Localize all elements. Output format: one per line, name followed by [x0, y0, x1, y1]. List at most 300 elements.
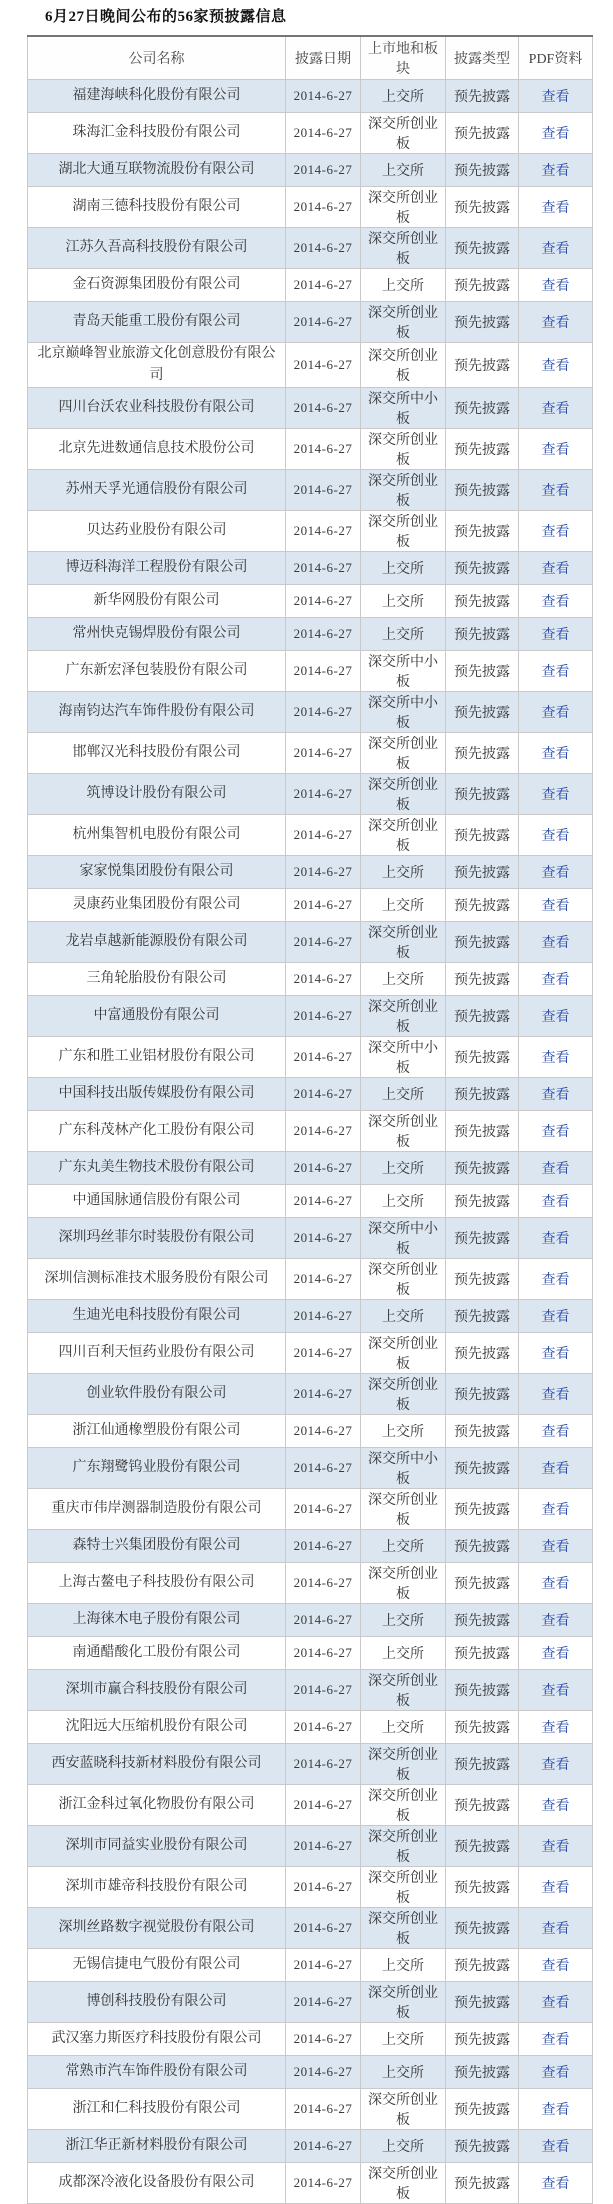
view-pdf-link[interactable]: 查看 — [541, 1614, 570, 1629]
disclosure-date-cell: 2014-6-27 — [286, 1300, 361, 1333]
disclosure-type-cell: 预先披露 — [446, 996, 519, 1037]
company-name-cell: 杭州集智机电股份有限公司 — [28, 815, 286, 856]
view-pdf-link[interactable]: 查看 — [541, 1881, 570, 1896]
table-row — [28, 618, 593, 651]
disclosure-type-cell: 预先披露 — [446, 552, 519, 585]
company-name-cell: 青岛天能重工股份有限公司 — [28, 302, 286, 343]
company-name-cell: 生迪光电科技股份有限公司 — [28, 1300, 286, 1333]
company-name-cell: 新华网股份有限公司 — [28, 585, 286, 618]
disclosure-type-cell: 预先披露 — [446, 1949, 519, 1982]
table-row — [28, 1448, 593, 1489]
page-title: 6月27日晚间公布的56家预披露信息 — [45, 9, 287, 25]
company-name-cell: 三角轮胎股份有限公司 — [28, 963, 286, 996]
company-name-cell: 邯郸汉光科技股份有限公司 — [28, 733, 286, 774]
listing-board-cell: 深交所创业板 — [361, 1982, 446, 2023]
view-pdf-link[interactable]: 查看 — [541, 1232, 570, 1247]
disclosure-date-cell: 2014-6-27 — [286, 552, 361, 585]
listing-board-cell: 深交所创业板 — [361, 187, 446, 228]
company-name-cell: 金石资源集团股份有限公司 — [28, 269, 286, 302]
pdf-cell — [519, 733, 593, 774]
company-name-cell: 福建海峡科化股份有限公司 — [28, 80, 286, 113]
table-row — [28, 1826, 593, 1867]
disclosure-type-cell: 预先披露 — [446, 228, 519, 269]
disclosure-type-cell: 预先披露 — [446, 1448, 519, 1489]
table-row — [28, 856, 593, 889]
disclosure-date-cell: 2014-6-27 — [286, 922, 361, 963]
view-pdf-link[interactable]: 查看 — [541, 1125, 570, 1140]
view-pdf-link[interactable]: 查看 — [541, 1840, 570, 1855]
listing-board-cell: 深交所创业板 — [361, 470, 446, 511]
disclosure-date-cell: 2014-6-27 — [286, 1218, 361, 1259]
view-pdf-link[interactable]: 查看 — [541, 1347, 570, 1362]
disclosure-type-cell: 预先披露 — [446, 388, 519, 429]
listing-board-cell: 上交所 — [361, 154, 446, 187]
pdf-cell — [519, 187, 593, 228]
view-pdf-link[interactable]: 查看 — [541, 127, 570, 142]
view-pdf-link[interactable]: 查看 — [541, 1162, 570, 1177]
disclosure-type-cell: 预先披露 — [446, 187, 519, 228]
view-pdf-link[interactable]: 查看 — [541, 1959, 570, 1974]
view-pdf-link[interactable]: 查看 — [541, 402, 570, 417]
table-row — [28, 889, 593, 922]
company-name-cell: 重庆市伟岸测器制造股份有限公司 — [28, 1489, 286, 1530]
disclosure-date-cell: 2014-6-27 — [286, 856, 361, 889]
disclosure-date-cell: 2014-6-27 — [286, 1489, 361, 1530]
disclosure-type-cell: 预先披露 — [446, 429, 519, 470]
pdf-cell — [519, 470, 593, 511]
listing-board-cell: 深交所创业板 — [361, 429, 446, 470]
view-pdf-link[interactable]: 查看 — [541, 1462, 570, 1477]
pdf-cell — [519, 651, 593, 692]
listing-board-cell: 深交所中小板 — [361, 1218, 446, 1259]
pdf-cell — [519, 1670, 593, 1711]
listing-board-cell: 上交所 — [361, 585, 446, 618]
listing-board-cell: 深交所创业板 — [361, 1867, 446, 1908]
pdf-cell — [519, 1259, 593, 1300]
pdf-cell — [519, 1637, 593, 1670]
company-name-cell: 森特士兴集团股份有限公司 — [28, 1530, 286, 1563]
table-row — [28, 511, 593, 552]
company-name-cell: 上海古鳌电子科技股份有限公司 — [28, 1563, 286, 1604]
disclosure-type-cell: 预先披露 — [446, 2089, 519, 2130]
table-header-row — [28, 36, 593, 80]
disclosure-type-cell: 预先披露 — [446, 302, 519, 343]
pdf-cell — [519, 1415, 593, 1448]
view-pdf-link[interactable]: 查看 — [541, 2177, 570, 2192]
view-pdf-link[interactable]: 查看 — [541, 1647, 570, 1662]
pdf-cell — [519, 996, 593, 1037]
disclosure-date-cell: 2014-6-27 — [286, 585, 361, 618]
disclosure-type-cell: 预先披露 — [446, 154, 519, 187]
disclosure-date-cell: 2014-6-27 — [286, 1982, 361, 2023]
disclosure-type-cell: 预先披露 — [446, 733, 519, 774]
view-pdf-link[interactable]: 查看 — [541, 829, 570, 844]
table-row — [28, 228, 593, 269]
pdf-cell — [519, 1489, 593, 1530]
disclosure-type-cell: 预先披露 — [446, 815, 519, 856]
company-name-cell: 四川台沃农业科技股份有限公司 — [28, 388, 286, 429]
listing-board-cell: 深交所创业板 — [361, 1670, 446, 1711]
disclosure-type-cell: 预先披露 — [446, 269, 519, 302]
listing-board-cell: 上交所 — [361, 889, 446, 922]
pdf-cell — [519, 1711, 593, 1744]
disclosure-date-cell: 2014-6-27 — [286, 1530, 361, 1563]
listing-board-cell: 深交所创业板 — [361, 1259, 446, 1300]
listing-board-cell: 深交所创业板 — [361, 113, 446, 154]
pdf-cell — [519, 1908, 593, 1949]
disclosure-date-cell: 2014-6-27 — [286, 889, 361, 922]
listing-board-cell: 深交所创业板 — [361, 733, 446, 774]
company-name-cell: 上海徕木电子股份有限公司 — [28, 1604, 286, 1637]
company-name-cell: 浙江华正新材料股份有限公司 — [28, 2130, 286, 2163]
listing-board-cell: 上交所 — [361, 856, 446, 889]
view-pdf-link[interactable]: 查看 — [541, 1721, 570, 1736]
disclosure-date-cell: 2014-6-27 — [286, 963, 361, 996]
disclosure-date-cell: 2014-6-27 — [286, 692, 361, 733]
table-row — [28, 113, 593, 154]
view-pdf-link[interactable]: 查看 — [541, 2103, 570, 2118]
pdf-cell — [519, 1037, 593, 1078]
company-name-cell: 珠海汇金科技股份有限公司 — [28, 113, 286, 154]
view-pdf-link[interactable]: 查看 — [541, 279, 570, 294]
pdf-cell — [519, 511, 593, 552]
table-row — [28, 343, 593, 388]
pdf-cell — [519, 429, 593, 470]
pdf-cell — [519, 922, 593, 963]
view-pdf-link[interactable]: 查看 — [541, 665, 570, 680]
table-row — [28, 815, 593, 856]
disclosure-date-cell: 2014-6-27 — [286, 470, 361, 511]
disclosure-date-cell: 2014-6-27 — [286, 2089, 361, 2130]
disclosure-date-cell: 2014-6-27 — [286, 343, 361, 388]
company-name-cell: 北京先进数通信息技术股份公司 — [28, 429, 286, 470]
company-name-cell: 常州快克锡焊股份有限公司 — [28, 618, 286, 651]
company-name-cell: 湖北大通互联物流股份有限公司 — [28, 154, 286, 187]
disclosure-date-cell: 2014-6-27 — [286, 1415, 361, 1448]
pdf-cell — [519, 1949, 593, 1982]
company-name-cell: 深圳丝路数字视觉股份有限公司 — [28, 1908, 286, 1949]
pdf-cell — [519, 963, 593, 996]
pdf-cell — [519, 388, 593, 429]
view-pdf-link[interactable]: 查看 — [541, 164, 570, 179]
listing-board-cell: 上交所 — [361, 269, 446, 302]
pdf-cell — [519, 1185, 593, 1218]
view-pdf-link[interactable]: 查看 — [541, 973, 570, 988]
disclosure-type-cell: 预先披露 — [446, 1489, 519, 1530]
view-pdf-link[interactable]: 查看 — [541, 201, 570, 216]
disclosure-type-cell: 预先披露 — [446, 1637, 519, 1670]
company-name-cell: 贝达药业股份有限公司 — [28, 511, 286, 552]
listing-board-cell: 深交所创业板 — [361, 343, 446, 388]
listing-board-cell: 上交所 — [361, 1604, 446, 1637]
pdf-cell — [519, 1218, 593, 1259]
listing-board-cell: 上交所 — [361, 1300, 446, 1333]
pdf-cell — [519, 1152, 593, 1185]
view-pdf-link[interactable]: 查看 — [541, 316, 570, 331]
table-row — [28, 996, 593, 1037]
disclosure-type-cell: 预先披露 — [446, 511, 519, 552]
disclosure-date-cell: 2014-6-27 — [286, 815, 361, 856]
view-pdf-link[interactable]: 查看 — [541, 2140, 570, 2155]
disclosure-type-cell: 预先披露 — [446, 1908, 519, 1949]
column-header-company: 公司名称 — [28, 36, 286, 80]
listing-board-cell: 上交所 — [361, 1152, 446, 1185]
table-row — [28, 429, 593, 470]
table-row — [28, 187, 593, 228]
listing-board-cell: 上交所 — [361, 618, 446, 651]
listing-board-cell: 上交所 — [361, 1711, 446, 1744]
disclosure-type-cell: 预先披露 — [446, 1300, 519, 1333]
table-row — [28, 80, 593, 113]
pdf-cell — [519, 269, 593, 302]
disclosure-date-cell: 2014-6-27 — [286, 80, 361, 113]
view-pdf-link[interactable]: 查看 — [541, 1758, 570, 1773]
table-row — [28, 1152, 593, 1185]
disclosure-date-cell: 2014-6-27 — [286, 269, 361, 302]
pdf-cell — [519, 1111, 593, 1152]
table-row — [28, 1111, 593, 1152]
view-pdf-link[interactable]: 查看 — [541, 1088, 570, 1103]
pdf-cell — [519, 1300, 593, 1333]
pdf-cell — [519, 228, 593, 269]
view-pdf-link[interactable]: 查看 — [541, 936, 570, 951]
table-row — [28, 302, 593, 343]
disclosure-type-cell: 预先披露 — [446, 2023, 519, 2056]
table-row — [28, 2023, 593, 2056]
disclosure-type-cell: 预先披露 — [446, 618, 519, 651]
view-pdf-link[interactable]: 查看 — [541, 1051, 570, 1066]
table-row — [28, 922, 593, 963]
table-row — [28, 1711, 593, 1744]
listing-board-cell: 深交所创业板 — [361, 774, 446, 815]
disclosure-date-cell: 2014-6-27 — [286, 1259, 361, 1300]
listing-board-cell: 上交所 — [361, 1185, 446, 1218]
view-pdf-link[interactable]: 查看 — [541, 562, 570, 577]
table-row — [28, 692, 593, 733]
disclosure-type-cell: 预先披露 — [446, 1111, 519, 1152]
disclosure-date-cell: 2014-6-27 — [286, 2163, 361, 2204]
pdf-cell — [519, 1078, 593, 1111]
view-pdf-link[interactable]: 查看 — [541, 525, 570, 540]
view-pdf-link[interactable]: 查看 — [541, 1684, 570, 1699]
view-pdf-link[interactable]: 查看 — [541, 1195, 570, 1210]
table-row — [28, 552, 593, 585]
company-name-cell: 深圳市赢合科技股份有限公司 — [28, 1670, 286, 1711]
listing-board-cell: 上交所 — [361, 1078, 446, 1111]
listing-board-cell: 深交所中小板 — [361, 651, 446, 692]
disclosure-type-cell: 预先披露 — [446, 651, 519, 692]
view-pdf-link[interactable]: 查看 — [541, 595, 570, 610]
disclosure-date-cell: 2014-6-27 — [286, 1185, 361, 1218]
company-name-cell: 无锡信捷电气股份有限公司 — [28, 1949, 286, 1982]
company-name-cell: 江苏久吾高科技股份有限公司 — [28, 228, 286, 269]
disclosure-date-cell: 2014-6-27 — [286, 1785, 361, 1826]
view-pdf-link[interactable]: 查看 — [541, 2066, 570, 2081]
listing-board-cell: 上交所 — [361, 963, 446, 996]
company-name-cell: 中国科技出版传媒股份有限公司 — [28, 1078, 286, 1111]
disclosure-date-cell: 2014-6-27 — [286, 1037, 361, 1078]
disclosure-type-cell: 预先披露 — [446, 1670, 519, 1711]
table-row — [28, 2056, 593, 2089]
disclosure-type-cell: 预先披露 — [446, 1711, 519, 1744]
listing-board-cell: 深交所创业板 — [361, 1563, 446, 1604]
pdf-cell — [519, 692, 593, 733]
company-name-cell: 四川百利天恒药业股份有限公司 — [28, 1333, 286, 1374]
view-pdf-link[interactable]: 查看 — [541, 1010, 570, 1025]
disclosure-type-cell: 预先披露 — [446, 856, 519, 889]
company-name-cell: 湖南三德科技股份有限公司 — [28, 187, 286, 228]
view-pdf-link[interactable]: 查看 — [541, 1577, 570, 1592]
table-row — [28, 1563, 593, 1604]
disclosure-type-cell: 预先披露 — [446, 774, 519, 815]
view-pdf-link[interactable]: 查看 — [541, 359, 570, 374]
disclosure-type-cell: 预先披露 — [446, 1078, 519, 1111]
view-pdf-link[interactable]: 查看 — [541, 1310, 570, 1325]
company-name-cell: 广东丸美生物技术股份有限公司 — [28, 1152, 286, 1185]
listing-board-cell: 深交所创业板 — [361, 1111, 446, 1152]
table-row — [28, 1908, 593, 1949]
disclosure-date-cell: 2014-6-27 — [286, 733, 361, 774]
company-name-cell: 龙岩卓越新能源股份有限公司 — [28, 922, 286, 963]
pdf-cell — [519, 1448, 593, 1489]
disclosure-date-cell: 2014-6-27 — [286, 2023, 361, 2056]
disclosure-date-cell: 2014-6-27 — [286, 774, 361, 815]
pdf-cell — [519, 585, 593, 618]
table-row — [28, 1744, 593, 1785]
company-name-cell: 沈阳远大压缩机股份有限公司 — [28, 1711, 286, 1744]
table-row — [28, 1259, 593, 1300]
disclosure-type-cell: 预先披露 — [446, 1563, 519, 1604]
listing-board-cell: 深交所创业板 — [361, 1374, 446, 1415]
disclosure-date-cell: 2014-6-27 — [286, 1670, 361, 1711]
disclosure-date-cell: 2014-6-27 — [286, 1637, 361, 1670]
listing-board-cell: 深交所创业板 — [361, 228, 446, 269]
view-pdf-link[interactable]: 查看 — [541, 788, 570, 803]
pdf-cell — [519, 1982, 593, 2023]
listing-board-cell: 深交所创业板 — [361, 1489, 446, 1530]
company-name-cell: 深圳市雄帝科技股份有限公司 — [28, 1867, 286, 1908]
disclosure-type-cell: 预先披露 — [446, 1185, 519, 1218]
table-row — [28, 1078, 593, 1111]
disclosure-date-cell: 2014-6-27 — [286, 511, 361, 552]
disclosure-date-cell: 2014-6-27 — [286, 618, 361, 651]
table-row — [28, 388, 593, 429]
view-pdf-link[interactable]: 查看 — [541, 1799, 570, 1814]
listing-board-cell: 上交所 — [361, 2023, 446, 2056]
view-pdf-link[interactable]: 查看 — [541, 1425, 570, 1440]
table-row — [28, 1604, 593, 1637]
pdf-cell — [519, 302, 593, 343]
disclosure-date-cell: 2014-6-27 — [286, 1949, 361, 1982]
company-name-cell: 中通国脉通信股份有限公司 — [28, 1185, 286, 1218]
table-row — [28, 1489, 593, 1530]
column-header-listing-board: 上市地和板块 — [361, 36, 446, 80]
view-pdf-link[interactable]: 查看 — [541, 866, 570, 881]
company-name-cell: 深圳玛丝菲尔时装股份有限公司 — [28, 1218, 286, 1259]
listing-board-cell: 深交所创业板 — [361, 1744, 446, 1785]
pdf-cell — [519, 2130, 593, 2163]
view-pdf-link[interactable]: 查看 — [541, 1273, 570, 1288]
pdf-cell — [519, 552, 593, 585]
listing-board-cell: 深交所创业板 — [361, 815, 446, 856]
pdf-cell — [519, 618, 593, 651]
company-name-cell: 灵康药业集团股份有限公司 — [28, 889, 286, 922]
disclosure-date-cell: 2014-6-27 — [286, 1744, 361, 1785]
disclosure-date-cell: 2014-6-27 — [286, 1333, 361, 1374]
view-pdf-link[interactable]: 查看 — [541, 2033, 570, 2048]
disclosure-date-cell: 2014-6-27 — [286, 2056, 361, 2089]
column-header-pdf: PDF资料 — [519, 36, 593, 80]
disclosure-type-cell: 预先披露 — [446, 922, 519, 963]
view-pdf-link[interactable]: 查看 — [541, 1388, 570, 1403]
listing-board-cell: 深交所创业板 — [361, 1333, 446, 1374]
listing-board-cell: 深交所创业板 — [361, 922, 446, 963]
pdf-cell — [519, 1333, 593, 1374]
disclosure-date-cell: 2014-6-27 — [286, 302, 361, 343]
disclosure-type-cell: 预先披露 — [446, 1037, 519, 1078]
view-pdf-link[interactable]: 查看 — [541, 628, 570, 643]
disclosure-date-cell: 2014-6-27 — [286, 996, 361, 1037]
company-name-cell: 博迈科海洋工程股份有限公司 — [28, 552, 286, 585]
listing-board-cell: 上交所 — [361, 1530, 446, 1563]
disclosure-date-cell: 2014-6-27 — [286, 113, 361, 154]
table-row — [28, 1867, 593, 1908]
table-row — [28, 1218, 593, 1259]
view-pdf-link[interactable]: 查看 — [541, 706, 570, 721]
view-pdf-link[interactable]: 查看 — [541, 242, 570, 257]
company-name-cell: 家家悦集团股份有限公司 — [28, 856, 286, 889]
pdf-cell — [519, 343, 593, 388]
table-row — [28, 154, 593, 187]
table-row — [28, 2163, 593, 2204]
table-row — [28, 1637, 593, 1670]
pdf-cell — [519, 856, 593, 889]
pdf-cell — [519, 1563, 593, 1604]
disclosure-type-cell: 预先披露 — [446, 80, 519, 113]
disclosure-date-cell: 2014-6-27 — [286, 1711, 361, 1744]
company-name-cell: 浙江和仁科技股份有限公司 — [28, 2089, 286, 2130]
company-name-cell: 北京巅峰智业旅游文化创意股份有限公司 — [28, 343, 286, 388]
listing-board-cell: 深交所创业板 — [361, 511, 446, 552]
listing-board-cell: 深交所创业板 — [361, 1826, 446, 1867]
pdf-cell — [519, 1785, 593, 1826]
view-pdf-link[interactable]: 查看 — [541, 899, 570, 914]
view-pdf-link[interactable]: 查看 — [541, 1922, 570, 1937]
view-pdf-link[interactable]: 查看 — [541, 1503, 570, 1518]
view-pdf-link[interactable]: 查看 — [541, 747, 570, 762]
view-pdf-link[interactable]: 查看 — [541, 1540, 570, 1555]
view-pdf-link[interactable]: 查看 — [541, 90, 570, 105]
table-row — [28, 963, 593, 996]
disclosure-date-cell: 2014-6-27 — [286, 1604, 361, 1637]
disclosure-type-cell: 预先披露 — [446, 1374, 519, 1415]
pdf-cell — [519, 1604, 593, 1637]
company-name-cell: 武汉塞力斯医疗科技股份有限公司 — [28, 2023, 286, 2056]
listing-board-cell: 深交所创业板 — [361, 996, 446, 1037]
disclosure-date-cell: 2014-6-27 — [286, 429, 361, 470]
company-name-cell: 中富通股份有限公司 — [28, 996, 286, 1037]
table-row — [28, 269, 593, 302]
disclosure-type-cell: 预先披露 — [446, 1785, 519, 1826]
view-pdf-link[interactable]: 查看 — [541, 484, 570, 499]
disclosure-type-cell: 预先披露 — [446, 963, 519, 996]
disclosure-type-cell: 预先披露 — [446, 1415, 519, 1448]
disclosure-type-cell: 预先披露 — [446, 1218, 519, 1259]
listing-board-cell: 深交所中小板 — [361, 1448, 446, 1489]
view-pdf-link[interactable]: 查看 — [541, 1996, 570, 2011]
view-pdf-link[interactable]: 查看 — [541, 443, 570, 458]
pdf-cell — [519, 1867, 593, 1908]
